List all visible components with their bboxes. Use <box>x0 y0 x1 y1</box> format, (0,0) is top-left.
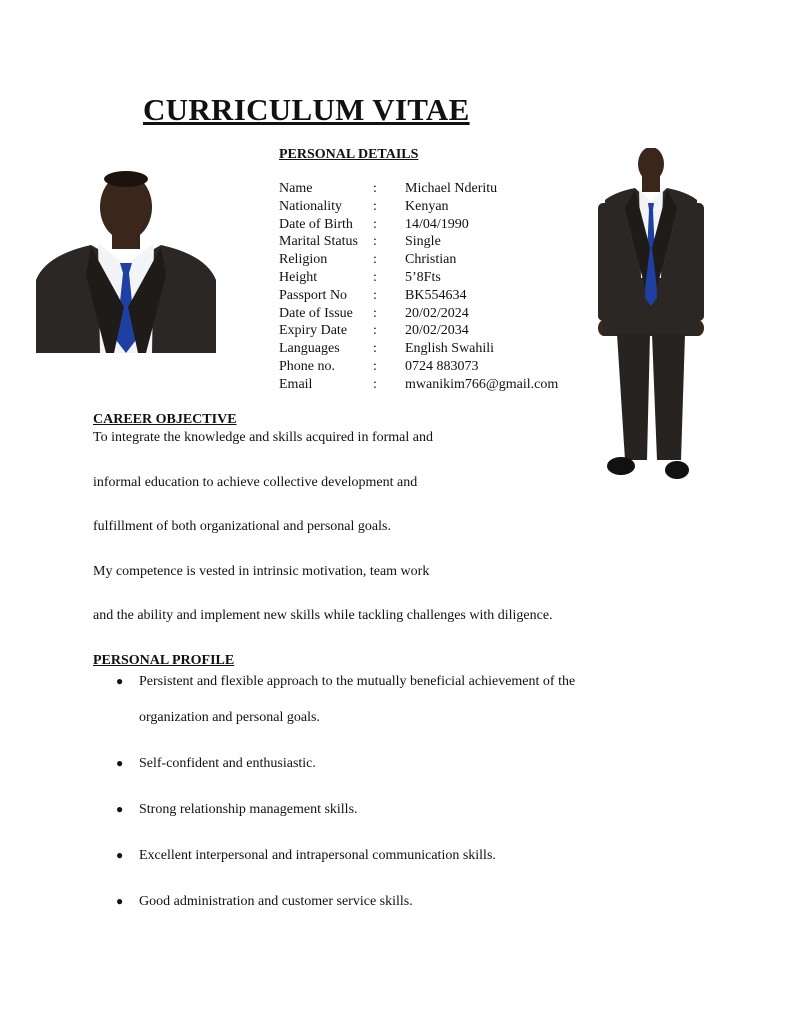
detail-value: English Swahili <box>405 341 495 357</box>
bullet-icon: ● <box>116 802 124 816</box>
detail-colon: : <box>373 269 377 285</box>
career-objective-line: informal education to achieve collective development and <box>93 475 418 490</box>
detail-label: Name <box>279 181 313 196</box>
detail-colon: : <box>373 181 377 196</box>
career-objective-line: and the ability and implement new skills while tackling challenges with diligence. <box>93 608 553 623</box>
bullet-icon: ● <box>116 894 124 908</box>
detail-label: Date of Issue <box>279 305 353 321</box>
detail-label: Email <box>279 376 313 392</box>
detail-label: Date of Birth <box>279 216 353 232</box>
detail-label: Languages <box>279 341 340 357</box>
full-body-photo <box>595 148 707 488</box>
list-item-text: Excellent interpersonal and intrapersonal communication skills. <box>139 848 496 863</box>
detail-colon: : <box>373 216 377 232</box>
detail-label: Nationality <box>279 198 342 214</box>
career-objective-line: To integrate the knowledge and skills acquired in formal and <box>93 430 433 445</box>
detail-value: 14/04/1990 <box>405 216 469 232</box>
detail-value: 0724 883073 <box>405 358 479 374</box>
page-title: CURRICULUM VITAE <box>143 92 470 127</box>
detail-label: Expiry Date <box>279 323 348 339</box>
detail-value: 5’8Fts <box>405 269 441 285</box>
detail-label: Marital Status <box>279 234 358 250</box>
detail-colon: : <box>373 234 377 250</box>
detail-value: 20/02/2034 <box>405 323 469 339</box>
detail-value: Single <box>405 234 441 250</box>
detail-colon: : <box>373 323 377 339</box>
detail-value: Kenyan <box>405 198 449 214</box>
detail-value: mwanikim766@gmail.com <box>405 376 559 392</box>
career-objective-line: My competence is vested in intrinsic motivation, team work <box>93 564 430 579</box>
detail-colon: : <box>373 358 377 374</box>
detail-value: Christian <box>405 252 457 268</box>
detail-value: Michael Nderitu <box>405 181 498 196</box>
detail-label: Phone no. <box>279 358 335 374</box>
list-item-text: Persistent and flexible approach to the mutually beneficial achievement of the <box>139 674 576 689</box>
portrait-photo <box>36 165 216 353</box>
list-item-text: Strong relationship management skills. <box>139 802 358 817</box>
detail-colon: : <box>373 305 377 321</box>
detail-label: Height <box>279 269 318 285</box>
detail-label: Passport No <box>279 287 348 303</box>
career-objective-heading: CAREER OBJECTIVE <box>93 412 237 427</box>
detail-colon: : <box>373 287 377 303</box>
bullet-icon: ● <box>116 756 124 770</box>
personal-details-heading: PERSONAL DETAILS <box>279 147 419 162</box>
detail-colon: : <box>373 252 377 268</box>
list-item-text: organization and personal goals. <box>139 710 320 725</box>
detail-colon: : <box>373 341 377 357</box>
bullet-icon: ● <box>116 848 124 862</box>
personal-profile-heading: PERSONAL PROFILE <box>93 653 235 668</box>
bullet-icon: ● <box>116 674 124 688</box>
detail-label: Religion <box>279 252 328 268</box>
detail-value: BK554634 <box>405 287 467 303</box>
list-item-text: Self-confident and enthusiastic. <box>139 756 316 771</box>
detail-colon: : <box>373 376 377 392</box>
career-objective-line: fulfillment of both organizational and personal goals. <box>93 519 391 534</box>
detail-colon: : <box>373 198 377 214</box>
list-item-text: Good administration and customer service skills. <box>139 894 413 909</box>
detail-value: 20/02/2024 <box>405 305 469 321</box>
